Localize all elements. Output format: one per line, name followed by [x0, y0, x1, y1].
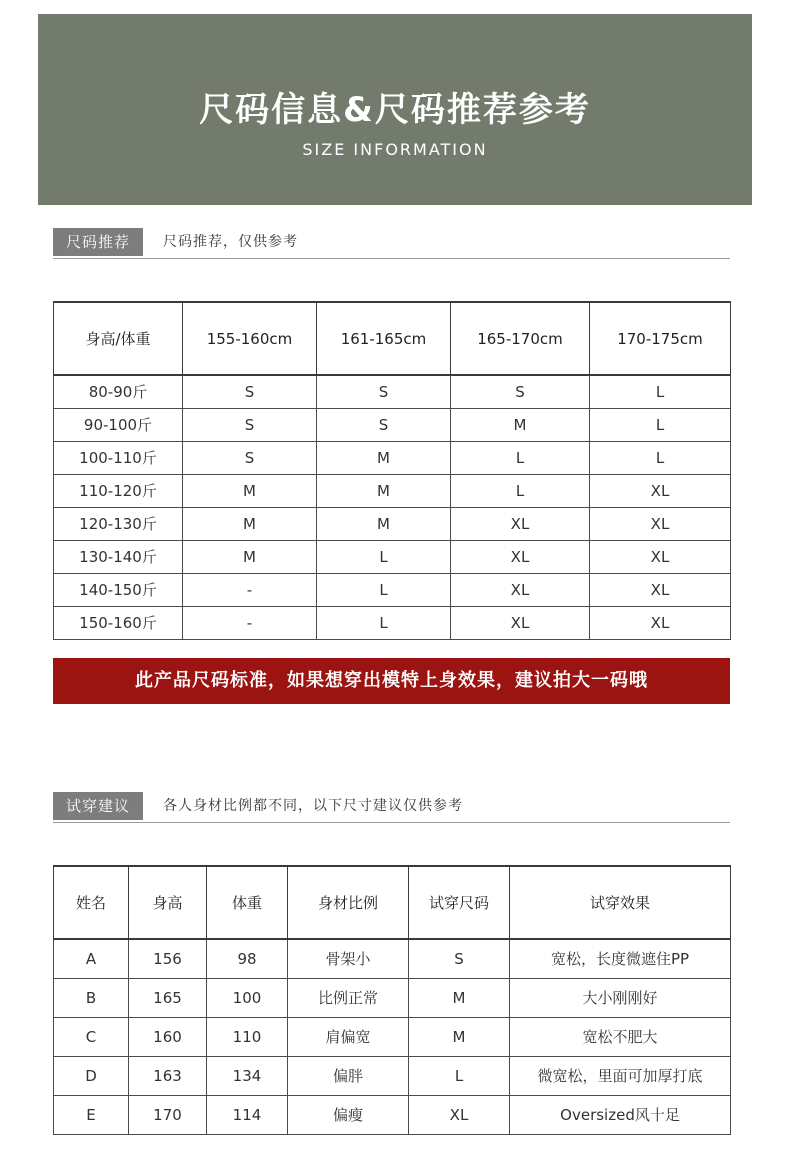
- fit-cell: C: [54, 1017, 129, 1056]
- fit-cell: 165: [129, 978, 207, 1017]
- fit-cell: 114: [207, 1095, 288, 1134]
- size-table-header-row: [54, 302, 731, 375]
- size-notice-banner: 此产品尺码标准，如果想穿出模特上身效果，建议拍大一码哦: [53, 658, 730, 704]
- size-cell: L: [590, 441, 731, 474]
- size-cell: M: [317, 441, 451, 474]
- fit-cell: M: [409, 978, 510, 1017]
- fit-header-cell: 体重: [207, 866, 288, 939]
- size-cell: L: [317, 573, 451, 606]
- table-row: [54, 1095, 731, 1134]
- size-cell: M: [317, 507, 451, 540]
- size-cell: M: [317, 474, 451, 507]
- fit-cell: 110: [207, 1017, 288, 1056]
- size-cell: XL: [590, 540, 731, 573]
- size-section-tag: 尺码推荐: [53, 228, 143, 256]
- table-row: [54, 540, 731, 573]
- size-cell: 130-140斤: [54, 540, 183, 573]
- fit-cell: 170: [129, 1095, 207, 1134]
- size-cell: 90-100斤: [54, 408, 183, 441]
- size-section-header: [53, 228, 730, 259]
- size-cell: -: [183, 606, 317, 639]
- fit-cell: 肩偏宽: [288, 1017, 409, 1056]
- fit-header-cell: 姓名: [54, 866, 129, 939]
- fit-header-cell: 身材比例: [288, 866, 409, 939]
- size-cell: L: [590, 408, 731, 441]
- fit-cell: 163: [129, 1056, 207, 1095]
- table-row: [54, 1017, 731, 1056]
- table-row: [54, 474, 731, 507]
- table-row: [54, 978, 731, 1017]
- size-cell: L: [317, 606, 451, 639]
- size-header-cell: 161-165cm: [317, 302, 451, 375]
- fit-cell: S: [409, 939, 510, 978]
- table-row: [54, 573, 731, 606]
- table-row: [54, 1056, 731, 1095]
- size-cell: 120-130斤: [54, 507, 183, 540]
- fit-cell: 骨架小: [288, 939, 409, 978]
- fit-cell: 宽松，长度微遮住PP: [510, 939, 731, 978]
- fit-cell: 160: [129, 1017, 207, 1056]
- size-cell: M: [183, 540, 317, 573]
- size-cell: XL: [590, 573, 731, 606]
- size-cell: M: [451, 408, 590, 441]
- fit-section-header: [53, 792, 730, 823]
- fit-cell: 100: [207, 978, 288, 1017]
- fit-table: [53, 865, 731, 1135]
- fit-header-cell: 试穿尺码: [409, 866, 510, 939]
- size-cell: L: [451, 474, 590, 507]
- fit-cell: 比例正常: [288, 978, 409, 1017]
- size-cell: L: [590, 375, 731, 408]
- size-cell: S: [183, 441, 317, 474]
- table-row: [54, 408, 731, 441]
- size-cell: XL: [590, 507, 731, 540]
- size-cell: XL: [590, 474, 731, 507]
- size-cell: S: [183, 408, 317, 441]
- fit-table-header-row: [54, 866, 731, 939]
- size-cell: S: [451, 375, 590, 408]
- size-cell: 100-110斤: [54, 441, 183, 474]
- fit-cell: B: [54, 978, 129, 1017]
- size-cell: L: [317, 540, 451, 573]
- size-cell: -: [183, 573, 317, 606]
- fit-header-cell: 身高: [129, 866, 207, 939]
- size-cell: XL: [451, 573, 590, 606]
- page-subtitle: SIZE INFORMATION: [302, 140, 488, 159]
- fit-cell: 偏胖: [288, 1056, 409, 1095]
- size-header-cell: 170-175cm: [590, 302, 731, 375]
- fit-cell: M: [409, 1017, 510, 1056]
- size-cell: S: [317, 408, 451, 441]
- size-cell: S: [183, 375, 317, 408]
- size-cell: 110-120斤: [54, 474, 183, 507]
- size-section-note: 尺码推荐，仅供参考: [163, 234, 298, 250]
- page-title: 尺码信息&尺码推荐参考: [199, 90, 591, 130]
- fit-section-note: 各人身材比例都不同，以下尺寸建议仅供参考: [163, 798, 463, 814]
- fit-cell: 98: [207, 939, 288, 978]
- size-cell: M: [183, 507, 317, 540]
- fit-cell: Oversized风十足: [510, 1095, 731, 1134]
- size-cell: XL: [451, 540, 590, 573]
- table-row: [54, 375, 731, 408]
- size-cell: XL: [590, 606, 731, 639]
- size-cell: 150-160斤: [54, 606, 183, 639]
- fit-cell: E: [54, 1095, 129, 1134]
- fit-cell: 宽松不肥大: [510, 1017, 731, 1056]
- size-table: [53, 301, 731, 640]
- fit-section-tag: 试穿建议: [53, 792, 143, 820]
- table-row: [54, 606, 731, 639]
- fit-cell: 156: [129, 939, 207, 978]
- size-header-cell: 165-170cm: [451, 302, 590, 375]
- size-header-cell: 155-160cm: [183, 302, 317, 375]
- fit-header-cell: 试穿效果: [510, 866, 731, 939]
- size-cell: 140-150斤: [54, 573, 183, 606]
- fit-cell: L: [409, 1056, 510, 1095]
- size-cell: L: [451, 441, 590, 474]
- size-cell: XL: [451, 606, 590, 639]
- fit-cell: 134: [207, 1056, 288, 1095]
- size-cell: S: [317, 375, 451, 408]
- header-banner: [38, 14, 752, 205]
- table-row: [54, 441, 731, 474]
- fit-cell: A: [54, 939, 129, 978]
- table-row: [54, 507, 731, 540]
- fit-cell: 大小刚刚好: [510, 978, 731, 1017]
- fit-cell: XL: [409, 1095, 510, 1134]
- fit-cell: D: [54, 1056, 129, 1095]
- fit-cell: 微宽松，里面可加厚打底: [510, 1056, 731, 1095]
- size-header-cell: 身高/体重: [54, 302, 183, 375]
- size-cell: XL: [451, 507, 590, 540]
- size-cell: M: [183, 474, 317, 507]
- table-row: [54, 939, 731, 978]
- size-cell: 80-90斤: [54, 375, 183, 408]
- fit-cell: 偏瘦: [288, 1095, 409, 1134]
